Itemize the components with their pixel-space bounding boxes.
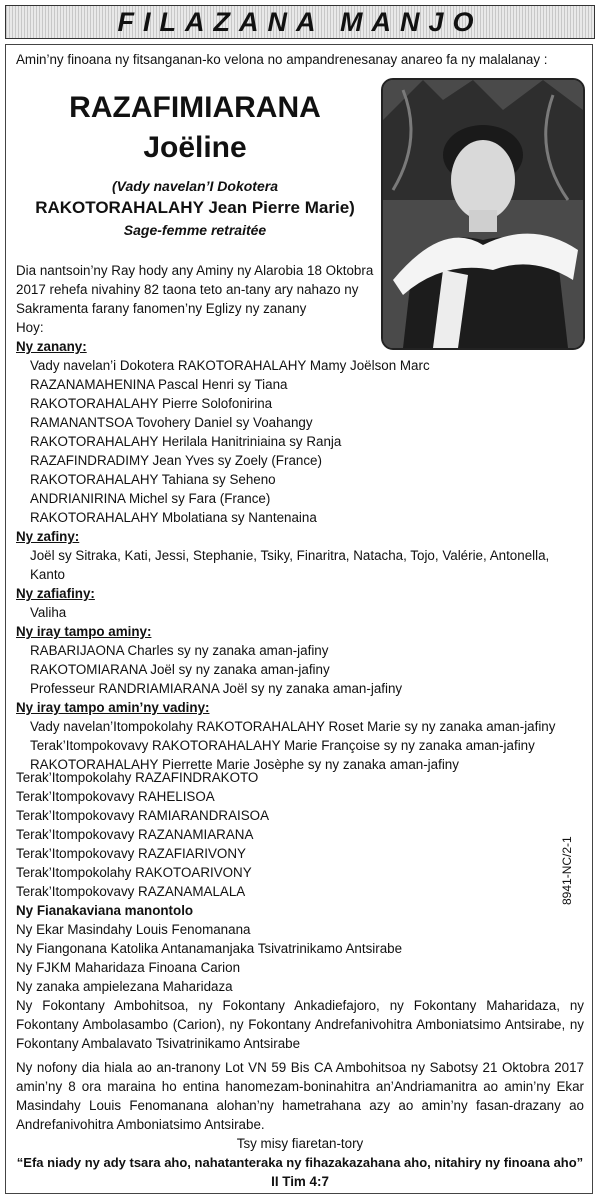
list-item: Terak’Itompokovavy RAZANAMIARANA: [16, 827, 254, 842]
portrait-illustration: [383, 80, 583, 348]
list-item: RAMANANTSOA Tovohery Daniel sy Voahangy: [30, 415, 313, 430]
list-item: Terak’Itompokolahy RAZAFINDRAKOTO: [16, 770, 259, 785]
portrait-photo: [381, 78, 585, 350]
deceased-surname: RAZAFIMIARANA: [69, 91, 321, 124]
list-item: Terak’Itompokovavy RAHELISOA: [16, 789, 215, 804]
relatives-list: [16, 768, 556, 996]
list-item: RABARIJAONA Charles sy ny zanaka aman-jafiny: [30, 643, 329, 658]
spouse-line: (Vady navelan’I Dokotera: [112, 178, 278, 194]
list-item: RAKOTORAHALAHY Tahiana sy Seheno: [30, 472, 276, 487]
list-item: Terak’Itompokovavy RAKOTORAHALAHY Marie Françoise sy ny zanaka aman-jafiny: [30, 738, 535, 753]
list-item: RAZANAMAHENINA Pascal Henri sy Tiana: [30, 377, 288, 392]
announcement-line: Dia nantsoin’ny Ray hody any Aminy ny Alarobia 18 Oktobra: [16, 263, 374, 278]
list-item: Ny zanaka ampielezana Maharidaza: [16, 979, 233, 994]
children-heading: Ny zanany:: [16, 339, 87, 354]
list-item: Terak’Itompokovavy RAMIARANDRAISOA: [16, 808, 270, 823]
bible-reference: II Tim 4:7: [271, 1174, 329, 1189]
list-item: RAKOTORAHALAHY Pierre Solofonirina: [30, 396, 273, 411]
spouse-name: RAKOTORAHALAHY Jean Pierre Marie): [35, 198, 355, 217]
deceased-first-name: Joëline: [143, 131, 247, 164]
list-item: Valiha: [30, 605, 67, 620]
announcement-line: Hoy:: [16, 320, 44, 335]
family-heading: Ny Fianakaviana manontolo: [16, 903, 194, 918]
spouse-siblings-heading: Ny iray tampo amin’ny vadiny:: [16, 700, 210, 715]
list-item: Ny Ekar Masindahy Louis Fenomanana: [16, 922, 251, 937]
family-lists: [16, 337, 584, 774]
list-item: RAKOTORAHALAHY Herilala Hanitriniaina sy Ranja: [30, 434, 342, 449]
list-item: RAKOTOMIARANA Joël sy ny zanaka aman-jafiny: [30, 662, 330, 677]
list-item: RAKOTORAHALAHY Mbolatiana sy Nantenaina: [30, 510, 317, 525]
profession: Sage-femme retraitée: [123, 222, 267, 238]
list-item: RAKOTORAHALAHY Pierrette Marie Josèphe sy ny zanaka aman-jafiny: [30, 757, 459, 772]
list-item: Terak’Itompokovavy RAZAFIARIVONY: [16, 846, 246, 861]
banner: [5, 5, 595, 39]
no-flowers-note: Tsy misy fiaretan-tory: [236, 1136, 364, 1151]
list-item: Vady navelan’i Dokotera RAKOTORAHALAHY Mamy Joëlson Marc: [30, 358, 430, 373]
list-item: Ny Fiangonana Katolika Antanamanjaka Tsivatrinikamo Antsirabe: [16, 941, 403, 956]
list-item: Joël sy Sitraka, Kati, Jessi, Stephanie, Tsiky, Finaritra, Natacha, Tojo, Valérie, Antonella, Kanto: [30, 548, 550, 582]
list-item: Ny FJKM Maharidaza Finoana Carion: [16, 960, 241, 975]
reference-code: 8941-NC/2-1: [560, 836, 574, 905]
announcement: [16, 261, 376, 337]
list-item: Vady navelan’Itompokolahy RAKOTORAHALAHY Roset Marie sy ny zanaka aman-jafiny: [30, 719, 556, 734]
fokontany-paragraph: Ny Fokontany Ambohitsoa, ny Fokontany Ankadiefajoro, ny Fokontany Maharidaza, ny Fokontany Ambolasambo (Carion), ny Fokontany Andrefanivohitra Amboniatsimo Antsirabe, ny Fokontany Ambalavato Tsivatrinikamo Antsirabe: [16, 998, 584, 1051]
list-item: RAZAFINDRADIMY Jean Yves sy Zoely (France): [30, 453, 322, 468]
great-grandchildren-heading: Ny zafiafiny:: [16, 586, 95, 601]
list-item: ANDRIANIRINA Michel sy Fara (France): [30, 491, 271, 506]
list-item: Terak’Itompokovavy RAZANAMALALA: [16, 884, 246, 899]
siblings-heading: Ny iray tampo aminy:: [16, 624, 152, 639]
grandchildren-heading: Ny zafiny:: [16, 529, 80, 544]
announcement-line: Sakramenta farany fanomen’ny Eglizy ny zanany: [16, 301, 307, 316]
announcement-line: 2017 rehefa nivahiny 82 taona teto an-tany ary nahazo ny: [16, 282, 359, 297]
list-item: Terak’Itompokolahy RAKOTOARIVONY: [16, 865, 252, 880]
list-item: Professeur RANDRIAMIARANA Joël sy ny zanaka aman-jafiny: [30, 681, 403, 696]
intro-text: Amin’ny finoana ny fitsanganan-ko velona no ampandrenesanay anareo fa ny malalanay :: [16, 52, 548, 67]
banner-title: FILAZANA MANJO: [117, 6, 483, 37]
bible-quote: “Efa niady ny ady tsara aho, nahatanteraka ny fihazakazahana aho, nitahiry ny finoana aho”: [16, 1155, 584, 1170]
burial-paragraph: Ny nofony dia hiala ao an-tranony Lot VN 59 Bis CA Ambohitsoa ny Sabotsy 21 Oktobra 2017 amin’ny 8 ora maraina ho entina hanomezam-boninahitra an’Andriamanitra ao amin’ny Ekar Masindahy Louis Fenomanana alohan’ny hametrahana azy ao amin’ny fasan-drazany ao Andrefanivohitra Amboniatsimo Antsirabe.: [16, 1060, 584, 1132]
